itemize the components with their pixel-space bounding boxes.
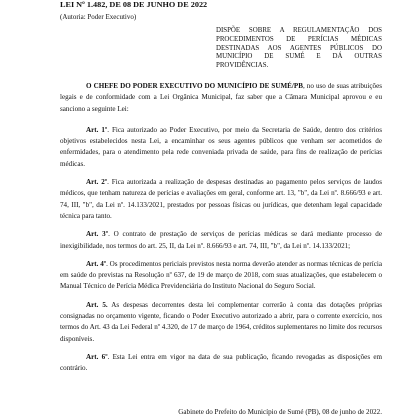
article-text: As despesas decorrentes desta lei complementar correrão à conta das dotações próprias consignadas no orçamento vigente, ficando o Poder Executivo autorizado a abrir, para o corrente exercício, nos termos do Art. 43 da Lei Federal nº 4.320, de 17 de março de 1964, créditos suplementares no limite dos recursos disponíveis. (60, 300, 382, 343)
article-number: Art. 4º (86, 259, 107, 268)
signature-line: Gabinete do Prefeito do Município de Sumé (PB), 08 de junho de 2022. (178, 408, 382, 416)
article-number: Art. 3º (86, 230, 109, 239)
article-text: . Esta Lei entra em vigor na data de sua publicação, ficando revogadas as disposições em contrário. (60, 352, 382, 373)
article-5 (60, 300, 382, 345)
law-title: LEI Nº 1.482, DE 08 DE JUNHO DE 2022 (60, 0, 208, 9)
article-text: . Os procedimentos periciais previstos nesta norma deverão atender as normas técnicas de perícia em saúde do previstas na Resolução nº 637, de 19 de março de 2018, com suas atualizações, que estabelecem o Manual Técnico de Perícia Médica Previdenciária do Instituto Nacional do Seguro Social. (60, 259, 383, 291)
article-3 (60, 229, 382, 252)
article-text: . Fica autorizada a realização de despesas destinadas ao pagamento pelos serviços de laudos médicos, que tenham natureza de perícias e avaliações em geral, conforme art. 13, "b", da Lei nº. 8.666/93 e art. 74, III, "b", da Lei nº. 14.133/2021, prestados por pessoas físicas ou jurídicas, que detenham legal capacidade técnica para tanto. (60, 178, 382, 220)
intro-paragraph (60, 81, 382, 115)
article-2 (60, 177, 382, 222)
article-text: . O contrato de prestação de serviços de perícias médicas se dará mediante processo de inexigibilidade, nos termos do art. 25, II, da Lei nº. 8.666/93 e art. 74, III, "b", da Lei nº. 14.133/2021; (60, 230, 382, 250)
law-author: (Autoria: Poder Executivo) (60, 13, 137, 21)
law-ementa: DISPÕE SOBRE A REGULAMENTAÇÃO DOS PROCEDIMENTOS DE PERÍCIAS MÉDICAS DESTINADAS AOS AGENTES PÚBLICOS DO MUNICÍPIO DE SUMÉ E DÁ OUTRAS PROVIDÊNCIAS. (216, 27, 382, 70)
article-4 (60, 259, 382, 293)
article-text: . Fica autorizado ao Poder Executivo, por meio da Secretaria de Saúde, dentro dos critérios objetivos estabelecidos nesta Lei, a encaminhar os seus agentes públicos que venham ser acometidos de enfermidades, para o atendimento pela rede conveniada privada de saúde, para fins de realização de perícias médicas. (60, 125, 382, 168)
article-1 (60, 125, 382, 170)
article-6 (60, 352, 382, 375)
article-number: Art. 6º (86, 352, 108, 361)
intro-bold: O CHEFE DO PODER EXECUTIVO DO MUNICÍPIO DE SUMÉ/PB (86, 82, 303, 90)
article-number: Art. 5. (86, 300, 108, 309)
law-body (60, 81, 382, 382)
intro-text: , no uso de suas atribuições legais e de conformidade com a Lei Orgânica Municipal, faz saber que a Câmara Municipal aprovou e eu sanciono a seguinte Lei: (60, 82, 383, 113)
article-number: Art. 1º (86, 125, 108, 134)
article-number: Art. 2º (86, 178, 108, 187)
